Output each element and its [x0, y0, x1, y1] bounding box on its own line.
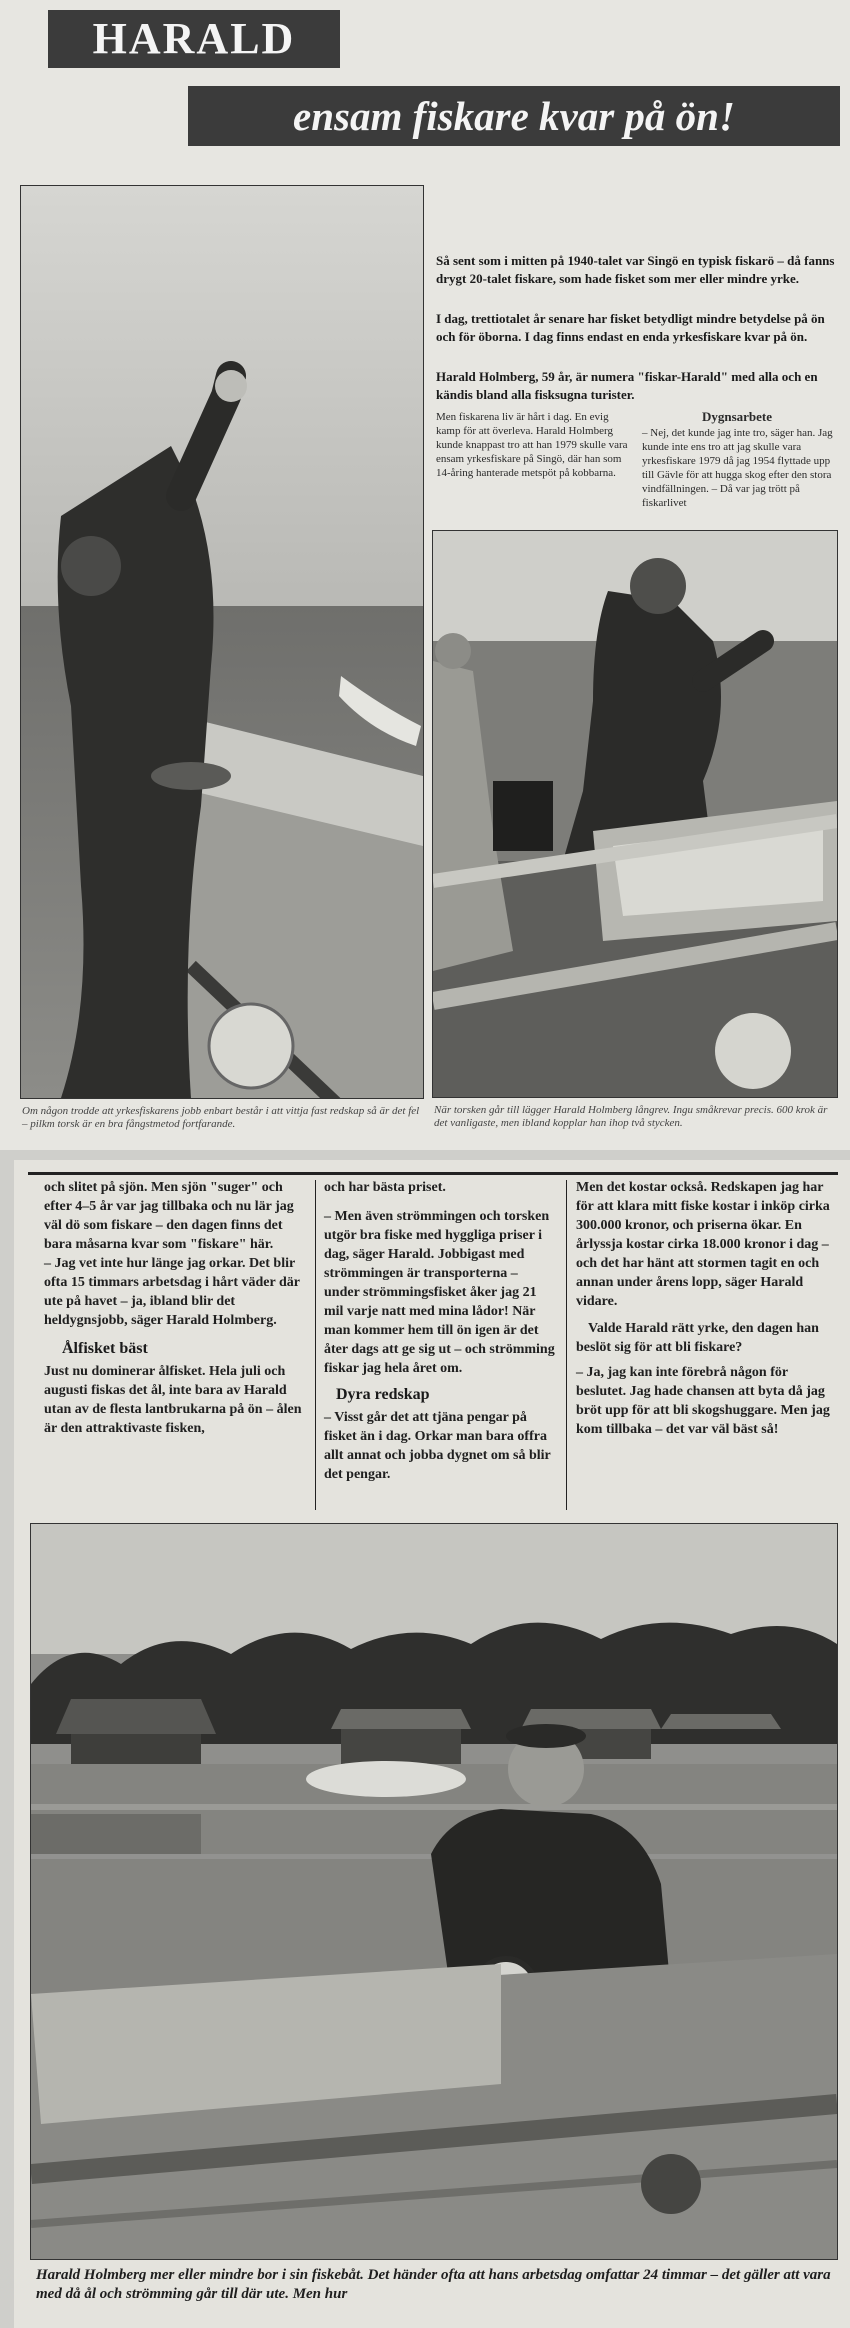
col1-p1: och slitet på sjön. Men sjön "suger" och efter 4–5 år var jag tillbaka och nu lär jag väl dö som fiskare – den dagen finns det bara måsarna kvar som "fiskare" här. [44, 1180, 294, 1252]
caption-photo-3: Harald Holmberg mer eller mindre bor i sin fiskebåt. Det händer ofta att hans arbetsdag omfattar 24 timmar – det gäller att vara med då ål och strömming går till där ute. Men hur [36, 2267, 831, 2302]
col2-heading: Dyra redskap [336, 1386, 430, 1403]
col1-p2: – Jag vet inte hur länge jag orkar. Det blir ofta 15 timmars arbetsdag i hårt väder där ute på havet – ja, ibland blir det heldygnsjobb, säger Harald Holmberg. [44, 1256, 300, 1328]
col2-p1: och har bästa priset. [324, 1180, 446, 1195]
caption-photo-1: Om någon trodde att yrkesfiskarens jobb enbart består i att vittja fast redskap så är det fel – pilkm torsk är en bra fångstmetod fortfarande. [22, 1105, 420, 1130]
col-divider-1 [315, 1180, 316, 1510]
col3-p1: Men det kostar också. Redskapen jag har för att klara mitt fiske kostar i inköp cirka 300.000 kronor, och priserna ökar. En årlyssja kostar cirka 18.000 kronor i dag – och det har hänt att stormen tagit en och annan under årens lopp, säger Harald vidare. [576, 1180, 830, 1309]
column-2 [324, 1178, 556, 1484]
photo-fisherman-jigging [20, 185, 424, 1099]
col2-p3: – Visst går det att tjäna pengar på fisket än i dag. Orkar man bara offra allt annat och jobba dygnet om så blir det pengar. [324, 1410, 551, 1482]
photo-harbour [30, 1523, 838, 2260]
column-3 [576, 1178, 830, 1439]
caption-photo-2: När torsken går till lägger Harald Holmberg långrev. Ingu småkrevar precis. 600 krok är det vanligaste, men ibland kopplar han ihop två stycken. [434, 1104, 828, 1129]
ingress-paragraph-1: Så sent som i mitten på 1940-talet var Singö en typisk fiskarö – då fanns drygt 20-talet fiskare, som hade fisket som mer eller mindre yrke. [436, 253, 835, 286]
article-top-right-heading: Dygnsarbete [701, 409, 773, 424]
headline-top-text: HARALD [92, 14, 296, 63]
col2-p2: – Men även strömmingen och torsken utgör bra fiske med hyggliga priser i dag, säger Harald. Jobbigast med strömmingen är transporterna – under strömmingsfisket åker jag 21 mil varje natt med mina lådor! När man kommer hem till ön igen är det åter dags att ge sig ut – och strömming fiskar jag hela året om. [324, 1209, 555, 1376]
col3-p3: – Ja, jag kan inte förebrå någon för beslutet. Jag hade chansen att byta då jag bröt upp för att bli skogshuggare. Men jag kom tillbaka – det var väl bäst så! [576, 1365, 830, 1437]
col1-p3: Just nu dominerar ålfisket. Hela juli och augusti fiskas det ål, inte bara av Harald utan av de flesta lantbrukarna på ön – ålen är den attraktivaste fisken, [44, 1364, 302, 1436]
photo-longline-image [433, 531, 837, 1097]
photo-fisherman-jigging-image [21, 186, 423, 1098]
photo-harbour-image [31, 1524, 837, 2259]
ingress-paragraph-2: I dag, trettiotalet år senare har fisket betydligt mindre betydelse på ön och för öborna. I dag finns endast en enda yrkesfiskare kvar på ön. [436, 311, 825, 344]
col1-heading: Ålfisket bäst [62, 1340, 148, 1357]
headline-main-text: ensam fiskare kvar på ön! [293, 93, 735, 139]
photo-longline [432, 530, 838, 1098]
lower-box-top-rule [28, 1172, 838, 1175]
col3-p2: Valde Harald rätt yrke, den dagen han beslöt sig för att bli fiskare? [576, 1321, 819, 1355]
column-1 [44, 1178, 306, 1438]
article-top-right: – Nej, det kunde jag inte tro, säger han. Jag kunde inte ens tro att jag skulle vara yrkesfiskare 1979 då jag 1954 flyttade upp till Gävle för att hugga skog efter den stora vindfällningen. – Då var jag trött på fiskarlivet [642, 427, 833, 509]
col-divider-2 [566, 1180, 567, 1510]
article-top-left: Men fiskarena liv är hårt i dag. En evig kamp för att överleva. Harald Holmberg kunde knappast tro att han 1979 skulle vara ensam yrkesfiskare på Singö, där han som 14-åring hanterade metspöt på kobbarna. [436, 411, 628, 479]
ingress-paragraph-3: Harald Holmberg, 59 år, är numera "fiskar-Harald" med alla och en kändis bland alla fisksugna turister. [436, 369, 818, 402]
